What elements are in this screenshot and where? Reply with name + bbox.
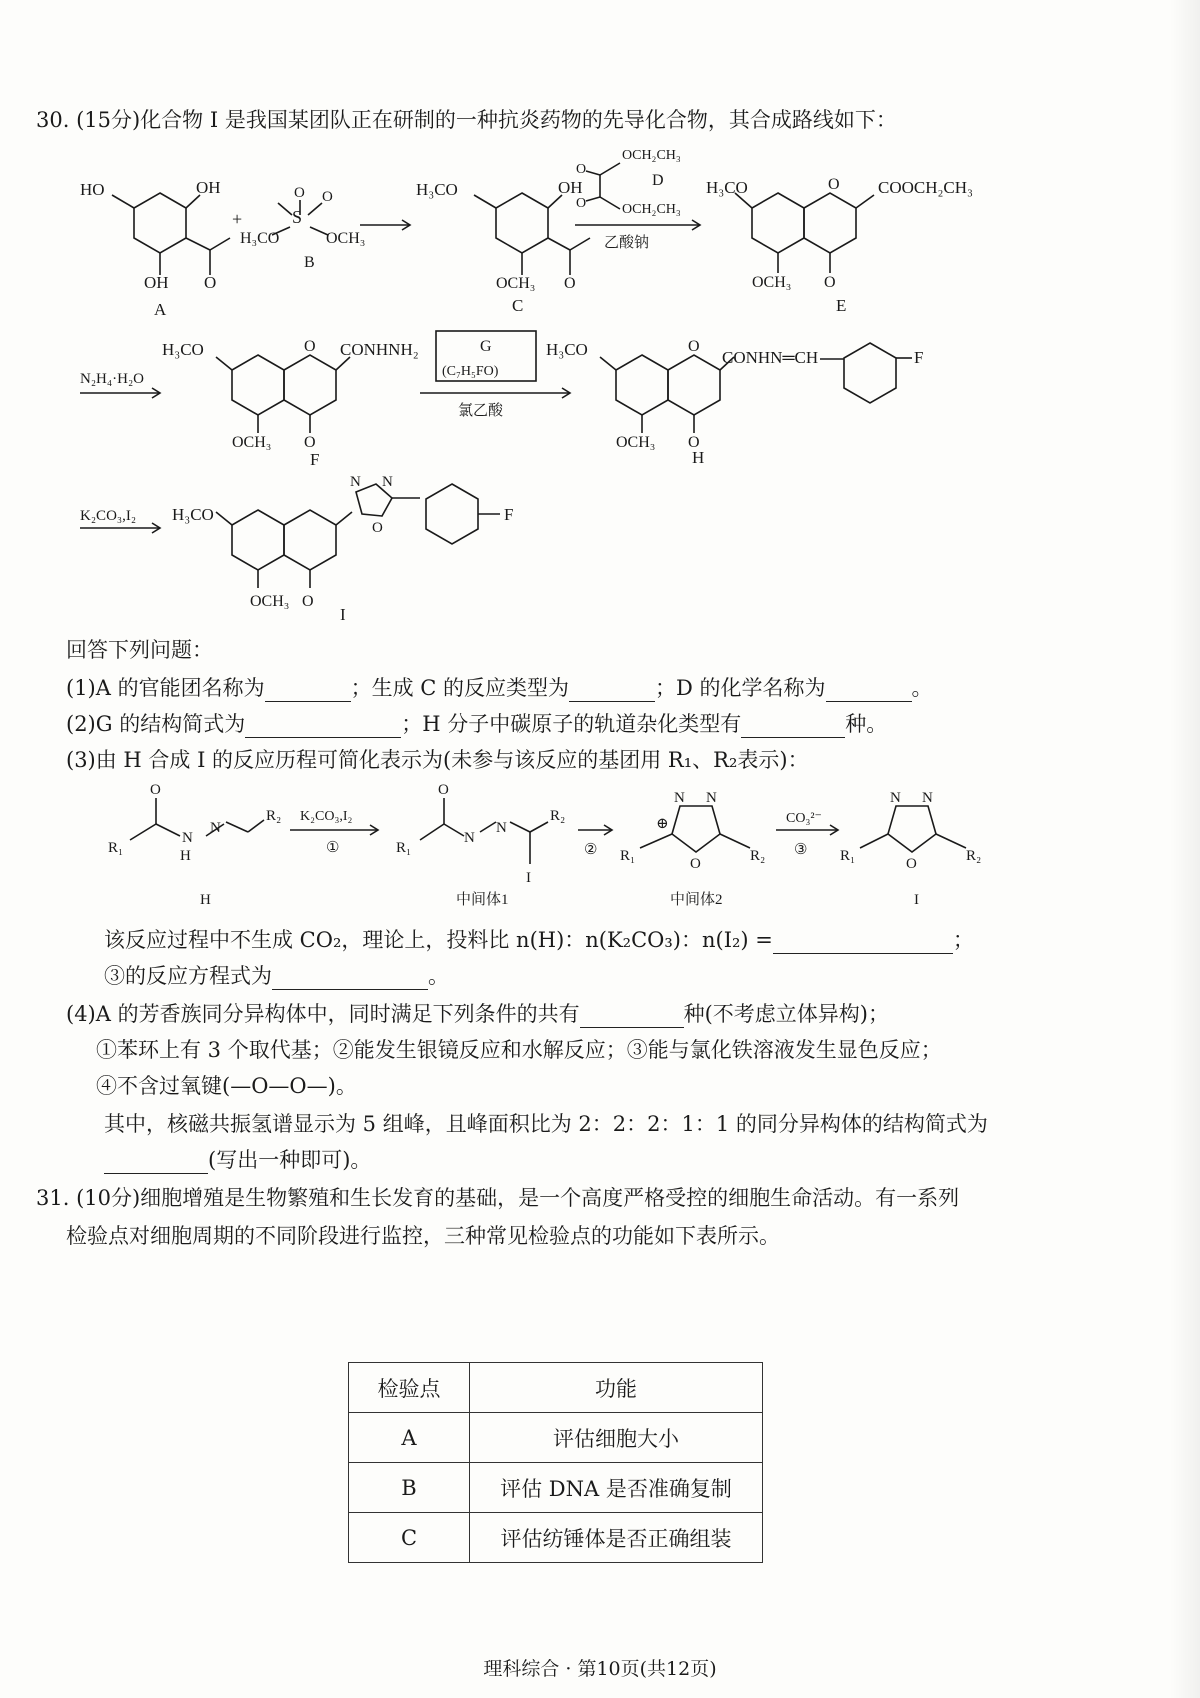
mech-label-I: I <box>914 892 919 908</box>
label-A: A <box>154 300 167 319</box>
A-HO: HO <box>80 180 105 199</box>
I-OCH3: OCH₃ <box>250 593 290 610</box>
C-OH: OH <box>558 178 583 197</box>
mech-step2: ② <box>584 842 598 858</box>
mech-mid1-I: I <box>526 870 531 886</box>
table-cell-checkpoint: A <box>349 1413 470 1463</box>
label-H: H <box>692 448 705 467</box>
mech-I-R2: R₂ <box>966 848 982 864</box>
table-row <box>349 1413 763 1463</box>
H-O: O <box>688 434 700 451</box>
mech-mid2-R2: R₂ <box>750 848 766 864</box>
A-OH-1: OH <box>196 178 221 197</box>
mech-mid1-O: O <box>438 782 449 798</box>
H-ring-O: O <box>688 338 700 355</box>
blank-2a[interactable] <box>245 715 401 738</box>
mech-label-H: H <box>200 892 211 908</box>
E-O: O <box>824 274 836 291</box>
I-N-2: N <box>382 474 393 490</box>
mech-H-N2: N <box>210 820 221 836</box>
table-header-checkpoint: 检验点 <box>349 1363 470 1413</box>
table-cell-checkpoint: C <box>349 1513 470 1563</box>
mech-mid1-N2: N <box>496 820 507 836</box>
mech-I-O: O <box>906 856 917 872</box>
mech-I-N2: N <box>922 790 933 806</box>
synthesis-row-1 <box>60 135 1160 325</box>
A-O: O <box>204 273 217 292</box>
mechanism-scheme <box>100 776 1060 916</box>
H-F: F <box>914 348 924 367</box>
mech-H-O: O <box>150 782 161 798</box>
label-B: B <box>304 254 315 271</box>
checkpoint-table <box>348 1362 763 1563</box>
blank-1a[interactable] <box>265 679 351 702</box>
E-ester: COOCH₂CH₃ <box>878 178 973 197</box>
C-O: O <box>564 275 576 292</box>
sub-question-3b: 该反应过程中不生成 CO₂，理论上，投料比 n(H)：n(K₂CO₃)：n(I₂) = ； <box>104 928 974 952</box>
mech-I-R1: R₁ <box>840 848 856 864</box>
mech-mid2-plus: ⊕ <box>656 816 669 832</box>
page-edge-shadow <box>1170 0 1200 1698</box>
conditions-2: ④不含过氧键(—O—O—)。 <box>96 1074 357 1098</box>
mech-label-mid2: 中间体2 <box>670 892 723 908</box>
F-H3CO: H₃CO <box>162 340 204 359</box>
table-cell-function: 评估细胞大小 <box>470 1413 763 1463</box>
C-H3CO: H₃CO <box>416 180 458 199</box>
G-formula: (C₇H₅FO) <box>442 364 499 379</box>
sub-question-1: (1)A 的官能团名称为 ；生成 C 的反应类型为 ；D 的化学名称为 。 <box>66 676 933 700</box>
mech-I-N1: N <box>890 790 901 806</box>
reagent-step5: K₂CO₃,I₂ <box>80 508 137 524</box>
page-footer: 理科综合 · 第10页(共12页) <box>483 1658 717 1680</box>
table-header-row <box>349 1363 763 1413</box>
mech-H-R2: R₂ <box>266 808 282 824</box>
blank-3b[interactable] <box>773 931 953 954</box>
E-H3CO: H₃CO <box>706 178 748 197</box>
F-sub: CONHNH₂ <box>340 340 419 359</box>
I-H3CO: H₃CO <box>172 505 214 524</box>
mech-mid2-N2: N <box>706 790 717 806</box>
label-G: G <box>480 338 492 355</box>
I-F: F <box>504 505 514 524</box>
D-O-2: O <box>576 196 587 211</box>
B-H3CO: H₃CO <box>240 230 280 247</box>
mech-mid2-O: O <box>690 856 701 872</box>
C-OCH3: OCH₃ <box>496 275 536 292</box>
E-ring-O: O <box>828 176 840 193</box>
sub-question-3: (3)由 H 合成 I 的反应历程可简化表示为(未参与该反应的基团用 R₁、R₂表示)： <box>66 748 809 772</box>
blank-4b[interactable] <box>104 1151 208 1174</box>
synthesis-row-3 <box>60 470 760 630</box>
blank-4[interactable] <box>580 1005 684 1028</box>
reagent-step4: 氯乙酸 <box>458 403 504 419</box>
mech-H-Hatom: H <box>180 848 191 864</box>
sub-question-3c: ③的反应方程式为 。 <box>104 964 449 988</box>
mech-step1: ① <box>326 840 340 856</box>
nmr-condition: 其中，核磁共振氢谱显示为 5 组峰，且峰面积比为 2：2：2：1：1 的同分异构体的结构简式为 <box>104 1112 988 1136</box>
mech-reagent1: K₂CO₃,I₂ <box>300 809 353 824</box>
mech-reagent3: CO₃²⁻ <box>786 811 822 826</box>
table-cell-checkpoint: B <box>349 1463 470 1513</box>
answer-prompt: 回答下列问题： <box>66 638 213 662</box>
H-H3CO: H₃CO <box>546 340 588 359</box>
mech-mid1-N1: N <box>464 830 475 846</box>
mech-mid1-R2: R₂ <box>550 808 566 824</box>
mech-mid1-R1: R₁ <box>396 840 412 856</box>
table-cell-function: 评估 DNA 是否准确复制 <box>470 1463 763 1513</box>
mech-label-mid1: 中间体1 <box>456 892 509 908</box>
F-O: O <box>304 434 316 451</box>
D-O-1: O <box>576 162 587 177</box>
blank-1b[interactable] <box>569 679 655 702</box>
mech-H-N1: N <box>182 830 193 846</box>
I-O: O <box>302 593 314 610</box>
I-ring-O: O <box>372 520 383 536</box>
reagent-step2: 乙酸钠 <box>604 235 650 251</box>
label-C: C <box>512 296 524 315</box>
E-OCH3: OCH₃ <box>752 274 792 291</box>
blank-3c[interactable] <box>272 967 428 990</box>
table-row <box>349 1513 763 1563</box>
label-I: I <box>340 605 346 624</box>
D-ester-2: OCH₂CH₃ <box>622 202 681 217</box>
H-OCH3: OCH₃ <box>616 434 656 451</box>
q30-header: 30. (15分)化合物 I 是我国某团队正在研制的一种抗炎药物的先导化合物，其合成路线如下： <box>36 108 897 132</box>
label-F: F <box>310 450 320 469</box>
reagent-step3: N₂H₄·H₂O <box>80 371 145 387</box>
q31-header: 31. (10分)细胞增殖是生物繁殖和生长发育的基础，是一个高度严格受控的细胞生命活动。有一系列 <box>36 1186 960 1210</box>
mech-mid2-N1: N <box>674 790 685 806</box>
table-cell-function: 评估纺锤体是否正确组装 <box>470 1513 763 1563</box>
F-OCH3: OCH₃ <box>232 434 272 451</box>
synthesis-row-2 <box>60 325 1160 475</box>
sub-question-4: (4)A 的芳香族同分异构体中，同时满足下列条件的共有 种(不考虑立体异构)； <box>66 1002 889 1026</box>
label-E: E <box>836 296 847 315</box>
blank-1c[interactable] <box>826 679 912 702</box>
mech-mid2-R1: R₁ <box>620 848 636 864</box>
blank-2b[interactable] <box>741 715 845 738</box>
conditions-1: ①苯环上有 3 个取代基；②能发生银镜反应和水解反应；③能与氯化铁溶液发生显色反应； <box>96 1038 942 1062</box>
H-sub: CONHN═CH <box>722 348 819 367</box>
table-row <box>349 1463 763 1513</box>
sub-question-2: (2)G 的结构简式为 ；H 分子中碳原子的轨道杂化类型有 种。 <box>66 712 888 736</box>
q31-header-2: 检验点对细胞周期的不同阶段进行监控，三种常见检验点的功能如下表所示。 <box>66 1224 780 1248</box>
B-O-1: O <box>294 185 305 201</box>
mech-H-R1: R₁ <box>108 840 124 856</box>
F-ring-O: O <box>304 338 316 355</box>
label-D: D <box>652 172 664 189</box>
B-O-2: O <box>322 189 333 205</box>
table-header-function: 功能 <box>470 1363 763 1413</box>
plus-sign: + <box>232 209 243 229</box>
B-S: S <box>292 207 303 227</box>
I-N-1: N <box>350 474 361 490</box>
D-ester-1: OCH₂CH₃ <box>622 148 681 163</box>
mech-step3: ③ <box>794 842 808 858</box>
nmr-answer-line: (写出一种即可)。 <box>104 1146 371 1174</box>
A-OH-2: OH <box>144 273 169 292</box>
B-OCH3: OCH₃ <box>326 230 366 247</box>
